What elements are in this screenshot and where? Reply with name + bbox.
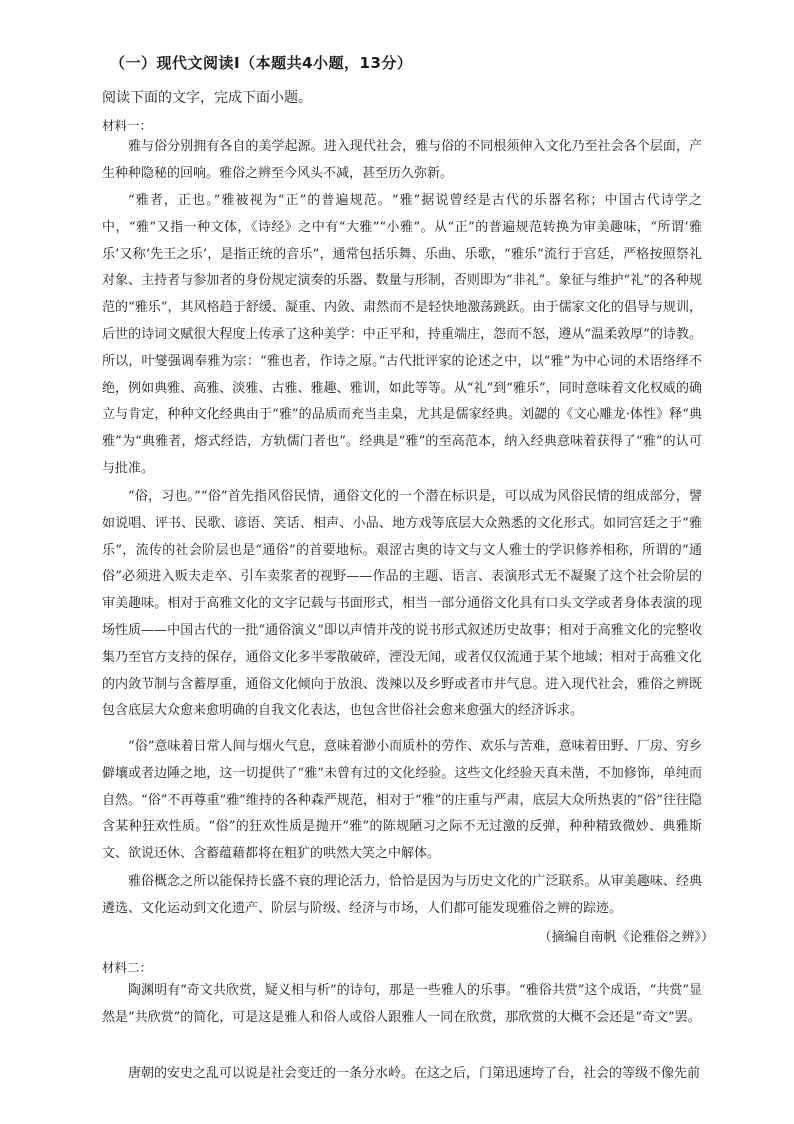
- material-1-paragraph-2: “雅者，正也。”雅被视为“正”的普遍规范。“雅”据说曾经是古代的乐器名称；中国古代诗学之中，“雅”又指一种文体，《诗经》之中有“大雅”“小雅”。从“正”的普遍规范转换为审美趣味，“所谓‘雅乐’又称‘先王之乐’，是指正统的音乐”，通常包括乐舞、乐曲、乐歌，“雅乐”流行于宫廷，严格按照祭礼对象、主持者与参加者的身份规定演奏的乐器、数量与形制，否则即为“非礼”。象征与维护“礼”的各种规范的“雅乐”，其风格趋于舒缓、凝重、内敛、肃然而不是轻快地激荡跳跃。由于儒家文化的倡导与规训，后世的诗词文赋很大程度上传承了这种美学：中正平和，持重端庄，怨而不怒，遵从“温柔敦厚”的诗教。所以，叶燮强调奉雅为宗：“雅也者，作诗之原。”古代批评家的论述之中，以“雅”为中心词的术语络绎不绝，例如典雅、高雅、淡雅、古雅、雅趣、雅训，如此等等。从“礼”到“雅乐”，同时意味着文化权威的确立与肯定，种种文化经典由于“雅”的品质而充当圭臬，尤其是儒家经典。刘勰的《文心雕龙·体性》释“典雅”为“典雅者，熔式经诰，方轨儒门者也”。经典是“雅”的至高范本，纳入经典意味着获得了“雅”的认可与批准。: [102, 193, 702, 476]
- material-2-paragraph-2: 唐朝的安史之乱可以说是社会变迁的一条分水岭。在这之后，门第迅速垮了台，社会的等级不像先前: [128, 1066, 701, 1081]
- material-1-paragraph-4: “俗”意味着日常人间与烟火气息，意味着渺小而质朴的劳作、欢乐与苦难，意味着田野、厂房、穷乡僻壤或者边陲之地，这一切提供了“雅”未曾有过的文化经验。这些文化经验天真未凿，不加修饰，单纯而自然。“俗”不再尊重“雅”维持的各种森严规范，相对于“雅”的庄重与严肃，底层大众所热衷的“俗”往往隐含某种狂欢性质。“俗”的狂欢性质是抛开“雅”的陈规陋习之际不无过激的反弹，种种精致微妙、典雅斯文、欲说还休、含蓄蕴藉都将在粗犷的哄然大笑之中解体。: [102, 739, 702, 862]
- material-1-paragraph-3: “俗，习也。”“俗”首先指风俗民情，通俗文化的一个潜在标识是，可以成为风俗民情的组成部分，譬如说唱、评书、民歌、谚语、笑话、相声、小品、地方戏等底层大众熟悉的文化形式。如同宫廷之于“雅乐”，流传的社会阶层也是“通俗”的首要地标。艰涩古奥的诗文与文人雅士的学识修养相称，所谓的“通俗”必须进入贩夫走卒、引车卖浆者的视野——作品的主题、语言、表演形式无不凝聚了这个社会阶层的审美趣味。相对于高雅文化的文字记载与书面形式，相当一部分通俗文化具有口头文学或者身体表演的现场性质——中国古代的一批“通俗演义”即以声情并茂的说书形式叙述历史故事；相对于高雅文化的完整收集乃至官方支持的保存，通俗文化多半零散破碎，湮没无闻，或者仅仅流通于某个地域；相对于高雅文化的内敛节制与含蓄厚重，通俗文化倾向于放浪、泼辣以及乡野或者市井气息。进入现代社会，雅俗之辨既包含底层大众愈来愈明确的自我文化表达，也包含世俗社会愈来愈强大的经济诉求。: [102, 489, 702, 719]
- material-1-label: 材料一：: [102, 118, 153, 133]
- material-2-paragraph-1: 陶渊明有“奇文共欣赏，疑义相与析”的诗句，那是一些雅人的乐事。“雅俗共赏”这个成语，“共赏”显然是“共欣赏”的简化，可是这是雅人和俗人或俗人跟雅人一同在欣赏，那欣赏的大概不会还是“奇文”罢。: [102, 983, 702, 1025]
- material-2-label: 材料二：: [102, 960, 153, 975]
- material-1-paragraph-5: 雅俗概念之所以能保持长盛不衰的理论活力，恰恰是因为与历史文化的广泛联系。从审美趣味、经典遴选、文化运动到文化遗产、阶层与阶级、经济与市场，人们都可能发现雅俗之辨的踪迹。: [102, 874, 702, 916]
- material-1-paragraph-1: 雅与俗分别拥有各自的美学起源。进入现代社会，雅与俗的不同根须伸入文化乃至社会各个层面，产生种种隐秘的回响。雅俗之辨至今风头不减，甚至历久弥新。: [102, 139, 702, 181]
- section-heading: （一）现代文阅读Ⅰ（本题共4小题，13分）: [110, 54, 413, 72]
- source-citation: （摘编自南帆《论雅俗之辨》）: [538, 930, 714, 945]
- instruction-text: 阅读下面的文字，完成下面小题。: [102, 90, 312, 106]
